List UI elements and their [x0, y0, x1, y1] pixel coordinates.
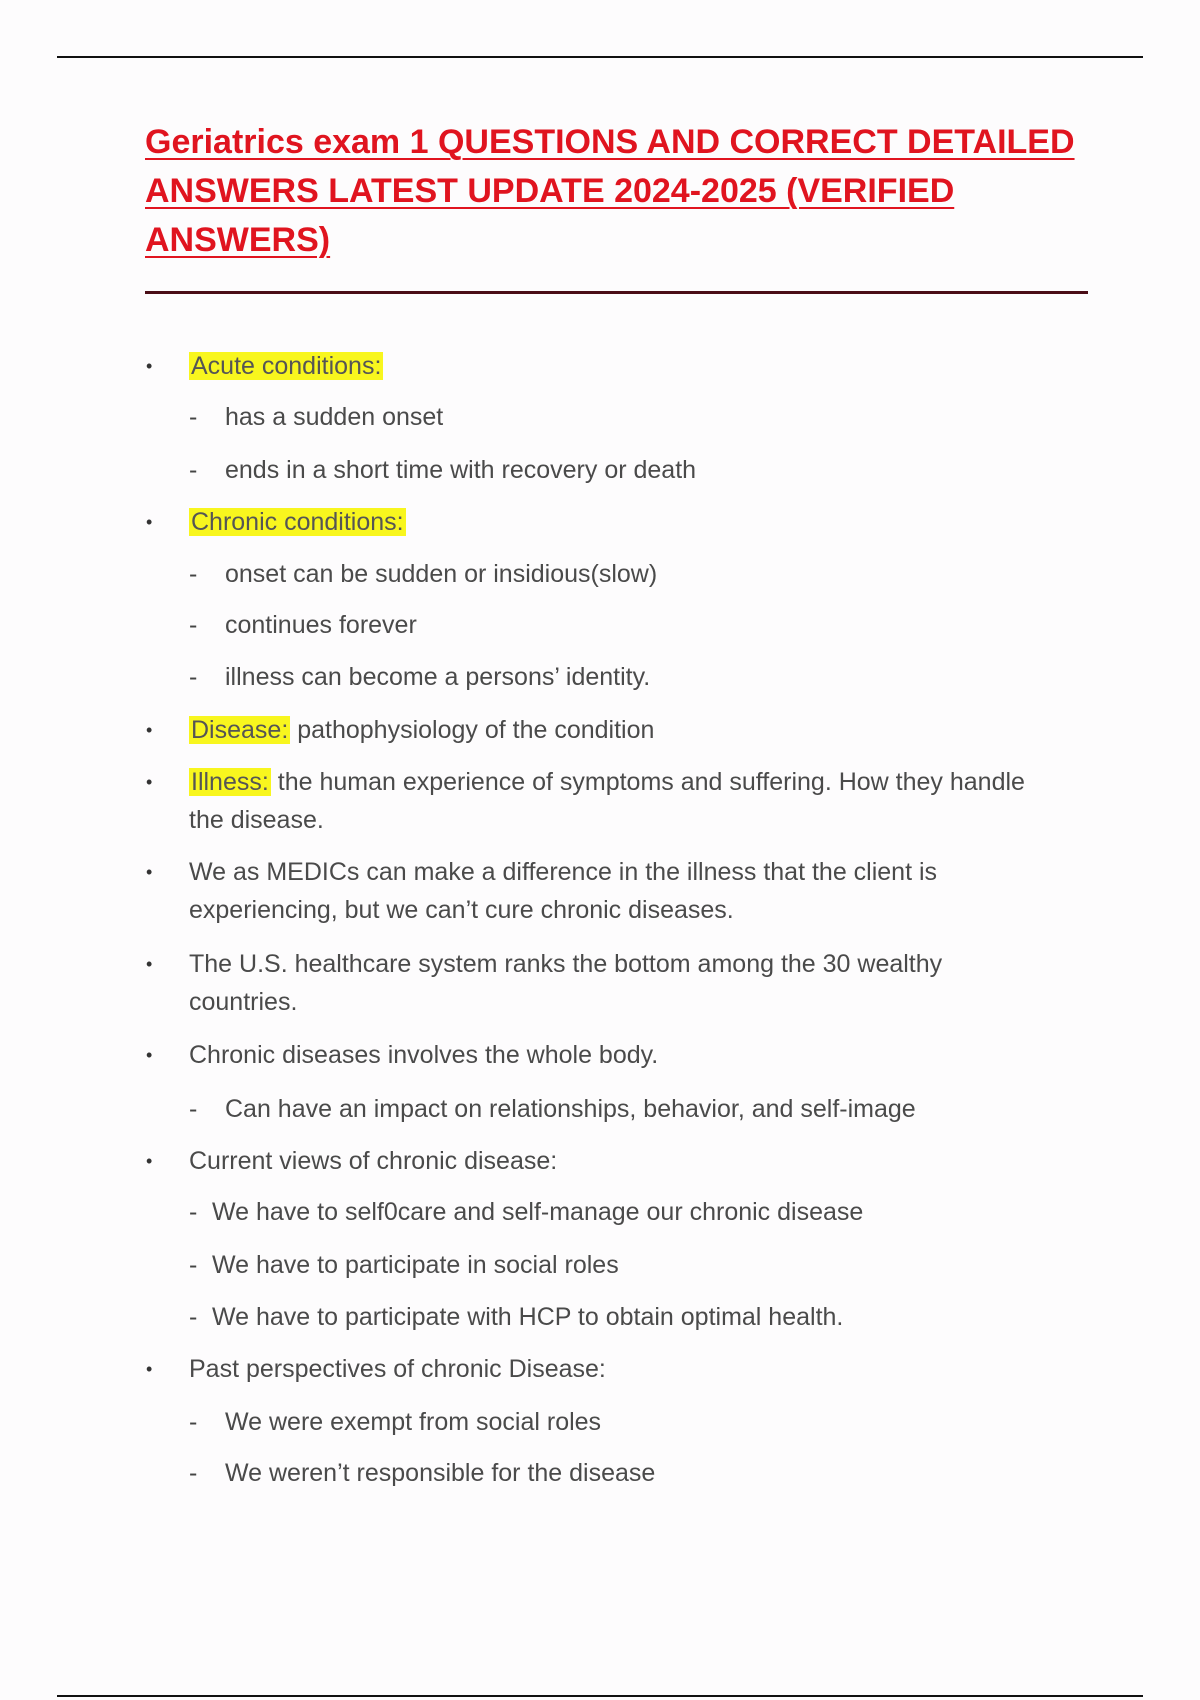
sub-item-text: ends in a short time with recovery or death [225, 456, 697, 484]
term-disease: Disease: [191, 716, 289, 744]
title-divider [145, 291, 1088, 294]
dash-icon: - [189, 403, 198, 431]
sub-item-text: illness can become a persons’ identity. [225, 663, 651, 691]
sub-item-text: We were exempt from social roles [225, 1408, 602, 1436]
list-item-text: The U.S. healthcare system ranks the bottom among the 30 wealthy countries. [189, 950, 943, 1016]
dash-icon: - [189, 1095, 198, 1123]
dash-icon: - [189, 560, 198, 588]
sub-item-text: We have to participate in social roles [212, 1251, 619, 1279]
sub-item-text: continues forever [225, 611, 417, 639]
dash-icon: - [189, 663, 198, 691]
dash-icon: - [189, 1303, 198, 1331]
document-title-text: Geriatrics exam 1 QUESTIONS AND CORRECT DETAILED ANSWERS LATEST UPDATE 2024-2025 (VERIFIED ANSWERS) [145, 123, 1075, 259]
dash-icon: - [189, 1198, 198, 1226]
list-item-text: Chronic diseases involves the whole body. [189, 1041, 659, 1069]
dash-icon: - [189, 1459, 198, 1487]
sub-item-text: Can have an impact on relationships, behavior, and self-image [225, 1095, 916, 1123]
list-item-text: Past perspectives of chronic Disease: [189, 1355, 606, 1383]
bullet-icon: • [146, 1359, 153, 1379]
term-illness: Illness: [191, 768, 269, 796]
bullet-icon: • [146, 1045, 153, 1065]
bullet-icon: • [146, 954, 153, 974]
list-item-text: Current views of chronic disease: [189, 1147, 558, 1175]
list-item-text: We as MEDICs can make a difference in the illness that the client is experiencing, but we can’t cure chronic diseases. [189, 858, 938, 924]
header-rule [57, 56, 1143, 58]
sub-item-text: We have to self0care and self-manage our chronic disease [212, 1198, 864, 1226]
dash-icon: - [189, 456, 198, 484]
dash-icon: - [189, 1251, 198, 1279]
definition-text: pathophysiology of the condition [290, 716, 655, 744]
bullet-icon: • [146, 720, 153, 740]
footer-rule [57, 1695, 1143, 1697]
document-title [145, 118, 1105, 265]
sub-item-text: We have to participate with HCP to obtain optimal health. [212, 1303, 844, 1331]
bullet-icon: • [146, 356, 153, 376]
bullet-icon: • [146, 862, 153, 882]
term-acute-conditions: Acute conditions: [191, 352, 382, 380]
bullet-icon: • [146, 512, 153, 532]
sub-item-text: onset can be sudden or insidious(slow) [225, 560, 658, 588]
dash-icon: - [189, 1408, 198, 1436]
bullet-icon: • [146, 772, 153, 792]
dash-icon: - [189, 611, 198, 639]
term-chronic-conditions: Chronic conditions: [191, 508, 404, 536]
sub-item-text: We weren’t responsible for the disease [225, 1459, 656, 1487]
sub-item-text: has a sudden onset [225, 403, 444, 431]
definition-text: the human experience of symptoms and suffering. How they handle the disease. [189, 768, 1025, 834]
bullet-icon: • [146, 1151, 153, 1171]
